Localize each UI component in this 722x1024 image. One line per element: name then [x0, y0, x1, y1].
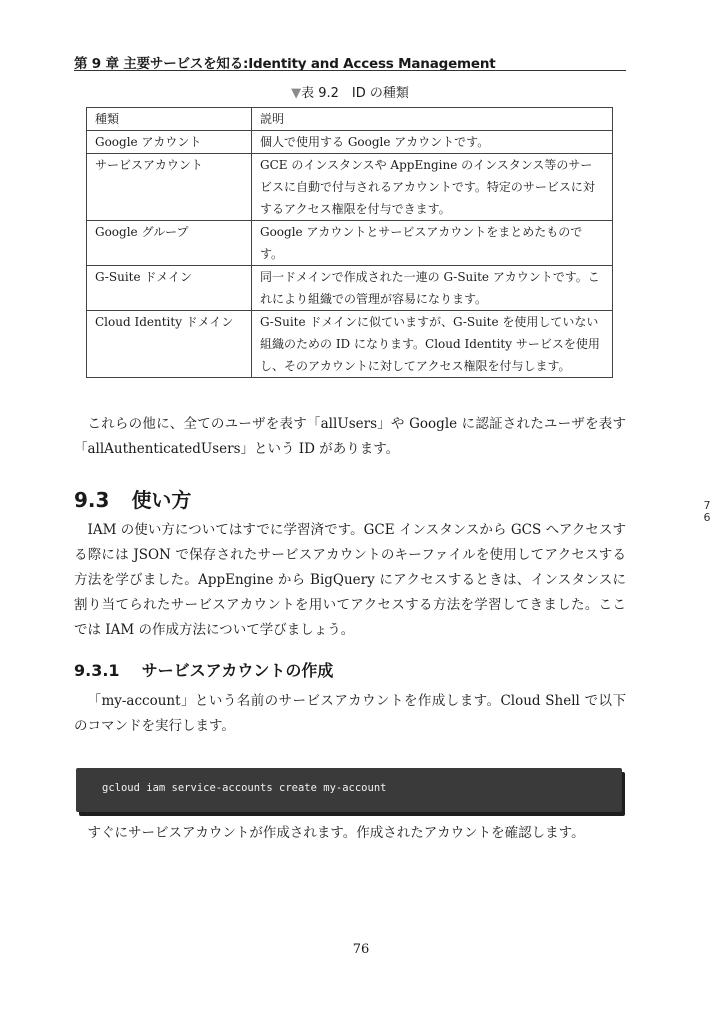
subsection-number: 9.3.1	[74, 661, 120, 680]
table-row	[87, 221, 613, 266]
subsection-title: サービスアカウントの作成	[141, 661, 334, 680]
table-caption	[74, 82, 626, 101]
cell-type: サービスアカウント	[87, 154, 252, 221]
chapter-side-tab	[700, 500, 714, 524]
cell-description: 同一ドメインで作成された一連の G-Suite アカウントです。これにより組織での管理が容易になります。	[252, 266, 613, 311]
cell-type: Google アカウント	[87, 131, 252, 154]
cell-type: G-Suite ドメイン	[87, 266, 252, 311]
section-body: IAM の使い方についてはすでに学習済です。GCE インスタンスから GCS へアクセスする際には JSON で保存されたサービスアカウントのキーファイルを使用してアクセスする方法を学びました。AppEngine から BigQuery にアクセスするときは、インスタンスに割り当てられたサービスアカウントを用いてアクセスする方法を学習してきました。ここでは IAM の作成方法について学びましょう。	[74, 522, 626, 638]
side-tab-digit: 7	[703, 499, 711, 512]
side-tab-digit: 6	[703, 511, 711, 524]
code-block	[76, 768, 622, 812]
subsection-body: 「my-account」という名前のサービスアカウントを作成します。Cloud Shell で以下のコマンドを実行します。	[74, 693, 626, 734]
cell-description: 個人で使用する Google アカウントです。	[252, 131, 613, 154]
column-header-type: 種類	[87, 108, 252, 131]
id-types-table	[86, 107, 613, 378]
table-header-row	[87, 108, 613, 131]
table-row	[87, 154, 613, 221]
running-header: 第 9 章 主要サービスを知る:Identity and Access Management	[74, 56, 496, 72]
paragraph-after-command: すぐにサービスアカウントが作成されます。作成されたアカウントを確認します。	[87, 825, 585, 841]
cell-description: Google アカウントとサービスアカウントをまとめたものです。	[252, 221, 613, 266]
table-row	[87, 311, 613, 378]
caption-text: 表 9.2 ID の種類	[301, 86, 409, 101]
header-rule	[74, 70, 626, 71]
paragraph-users: これらの他に、全てのユーザを表す「allUsers」や Google に認証されたユーザを表す「allAuthenticatedUsers」という ID があります。	[74, 416, 626, 457]
subsection-heading	[74, 658, 333, 681]
cell-description: G-Suite ドメインに似ていますが、G-Suite を使用していない組織のための ID になります。Cloud Identity サービスを使用し、そのアカウントに対してアクセス権限を付与します。	[252, 311, 613, 378]
table-row	[87, 266, 613, 311]
table-row	[87, 131, 613, 154]
caption-triangle-icon: ▼	[291, 86, 302, 101]
section-title: 使い方	[131, 488, 192, 512]
cell-type: Cloud Identity ドメイン	[87, 311, 252, 378]
column-header-description: 説明	[252, 108, 613, 131]
section-number: 9.3	[74, 488, 110, 512]
cell-description: GCE のインスタンスや AppEngine のインスタンス等のサービスに自動で付与されるアカウントです。特定のサービスに対するアクセス権限を付与できます。	[252, 154, 613, 221]
command-text: gcloud iam service-accounts create my-account	[102, 782, 387, 794]
page-number: 76	[352, 942, 370, 957]
section-heading	[74, 484, 191, 513]
cell-type: Google グループ	[87, 221, 252, 266]
